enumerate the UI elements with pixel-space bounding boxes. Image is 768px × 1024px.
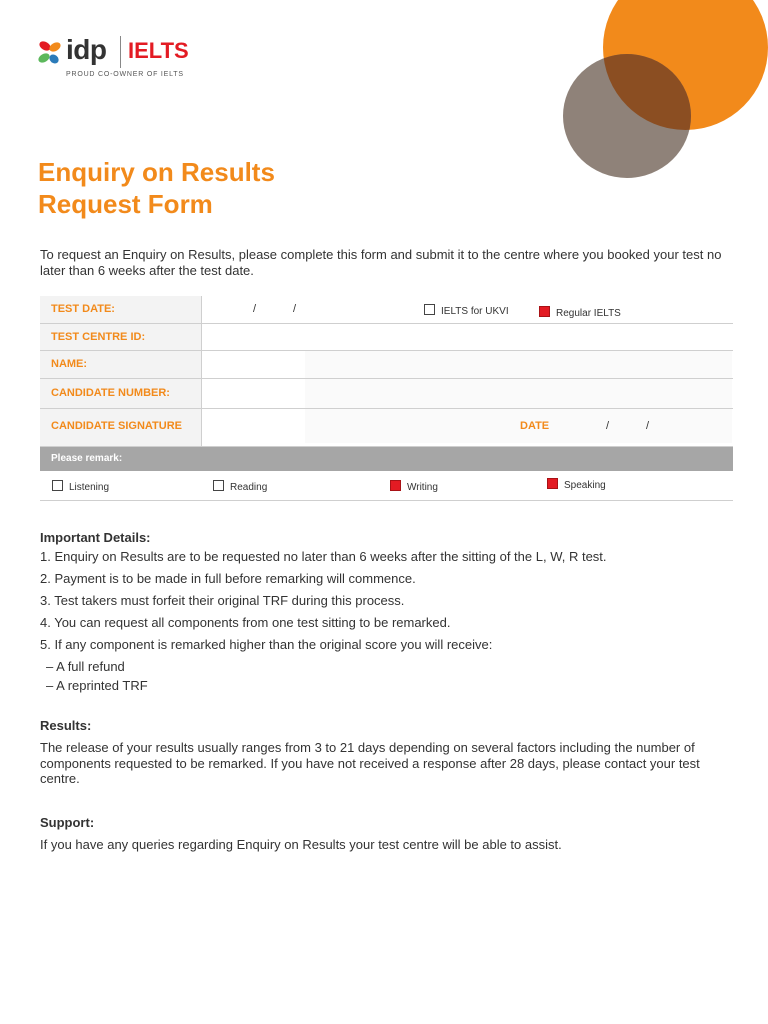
- name-label-cell: [40, 351, 202, 378]
- idp-logo-text: idp: [66, 34, 107, 65]
- support-heading: Support:: [40, 815, 95, 830]
- speaking-checkbox[interactable]: [547, 478, 558, 489]
- listening-option[interactable]: [52, 480, 109, 493]
- regular-ielts-label: Regular IELTS: [556, 308, 621, 319]
- ukvi-option[interactable]: [424, 304, 509, 317]
- ukvi-checkbox[interactable]: [424, 304, 435, 315]
- signature-label: CANDIDATE SIGNATURE: [51, 420, 182, 432]
- remark-header-bar: [40, 447, 733, 471]
- request-form: [40, 296, 733, 501]
- candidate-number-row: [40, 379, 733, 409]
- important-subitem: – A reprinted TRF: [46, 678, 148, 693]
- name-label: NAME:: [51, 358, 88, 370]
- writing-label: Writing: [407, 482, 438, 493]
- speaking-option[interactable]: [547, 478, 606, 491]
- intro-paragraph: To request an Enquiry on Results, please complete this form and submit it to the centre where you booked your test no later than 6 weeks after the test date.: [40, 247, 722, 278]
- date-separator: /: [646, 420, 650, 432]
- title-line-1: Enquiry on Results: [38, 157, 275, 187]
- reading-option[interactable]: [213, 480, 267, 493]
- candidate-number-label: CANDIDATE NUMBER:: [51, 387, 170, 399]
- signature-date-label: DATE: [520, 420, 550, 432]
- important-heading: Important Details:: [40, 530, 151, 545]
- support-paragraph: If you have any queries regarding Enquiry on Results your test centre will be able to assist.: [40, 837, 562, 852]
- remark-options-row: [40, 471, 733, 501]
- grey-circle-decoration: [563, 54, 691, 178]
- idp-leaf-icon: [36, 38, 64, 68]
- name-row: [40, 351, 733, 379]
- writing-option[interactable]: [390, 480, 438, 493]
- important-item: 5. If any component is remarked higher than the original score you will receive:: [40, 637, 493, 652]
- ielts-logo-text: IELTS: [128, 38, 189, 63]
- test-date-label-cell: [40, 296, 202, 323]
- logo-tagline: PROUD CO-OWNER OF IELTS: [66, 71, 184, 78]
- remark-label: Please remark:: [51, 453, 123, 464]
- logo-divider: [120, 36, 121, 68]
- important-item: 1. Enquiry on Results are to be requested no later than 6 weeks after the sitting of the L, W, R test.: [40, 549, 607, 564]
- speaking-label: Speaking: [564, 480, 606, 491]
- candidate-number-label-cell: [40, 379, 202, 408]
- signature-row: [40, 409, 733, 447]
- listening-checkbox[interactable]: [52, 480, 63, 491]
- results-heading: Results:: [40, 718, 92, 733]
- idp-ielts-logo: [36, 34, 216, 82]
- test-date-row: [40, 296, 733, 324]
- reading-checkbox[interactable]: [213, 480, 224, 491]
- writing-checkbox[interactable]: [390, 480, 401, 491]
- results-paragraph: The release of your results usually ranges from 3 to 21 days depending on several factors including the number of components requested to be remarked. If you have not received a response after 28 days, please contact your test centre.: [40, 740, 700, 786]
- reading-label: Reading: [230, 482, 268, 493]
- regular-ielts-option[interactable]: [539, 306, 621, 319]
- signature-label-cell: [40, 409, 202, 446]
- title-line-2: Request Form: [38, 189, 213, 219]
- date-separator: /: [606, 420, 610, 432]
- test-centre-label-cell: [40, 324, 202, 350]
- test-centre-label: TEST CENTRE ID:: [51, 331, 146, 343]
- important-item: 3. Test takers must forfeit their original TRF during this process.: [40, 593, 405, 608]
- test-centre-row: [40, 324, 733, 351]
- important-subitem: – A full refund: [46, 659, 125, 674]
- date-separator: /: [293, 303, 297, 315]
- page-title: [38, 156, 275, 220]
- listening-label: Listening: [69, 482, 110, 493]
- ukvi-label: IELTS for UKVI: [441, 306, 509, 317]
- important-item: 2. Payment is to be made in full before remarking will commence.: [40, 571, 416, 586]
- important-item: 4. You can request all components from one test sitting to be remarked.: [40, 615, 451, 630]
- test-date-label: TEST DATE:: [51, 303, 115, 315]
- regular-ielts-checkbox[interactable]: [539, 306, 550, 317]
- date-separator: /: [253, 303, 257, 315]
